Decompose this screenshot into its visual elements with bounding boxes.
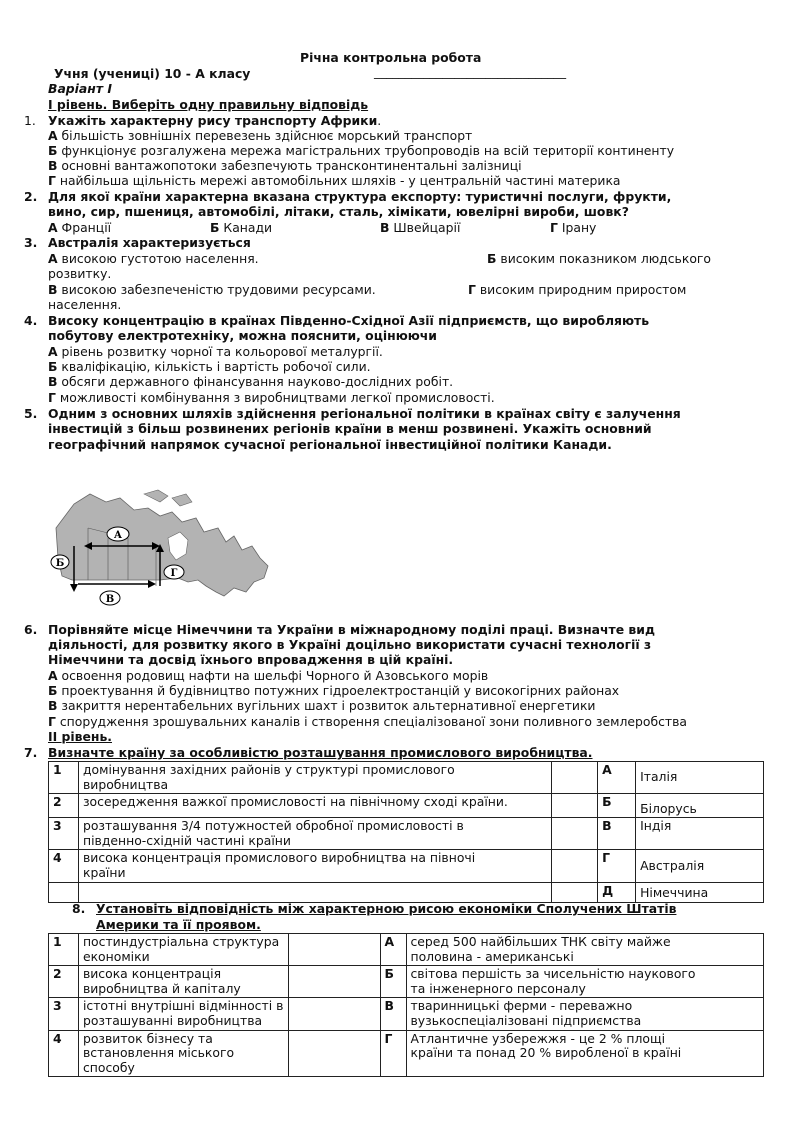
q3-text: Австралія характеризується [48, 235, 251, 250]
q3-option-d-cont: населення. [48, 297, 122, 312]
row-letter: А [598, 762, 636, 794]
q3-option-c: В високою забезпеченістю трудовими ресурсами. [48, 282, 376, 297]
row-letter: Г [598, 850, 636, 882]
q8-table [48, 933, 764, 1077]
answer-cell[interactable] [552, 794, 598, 818]
label-v: В [105, 594, 115, 605]
level2-heading: ІІ рівень. [48, 729, 112, 744]
q4-option-b: Б кваліфікацію, кількість і вартість робочої сили. [48, 359, 371, 374]
arrow-b-head [70, 584, 78, 592]
q4-number: 4. [24, 313, 38, 328]
answer-cell[interactable] [552, 762, 598, 794]
answer-cell[interactable] [288, 998, 380, 1030]
row-country: Білорусь [636, 794, 764, 818]
q7-text: Визначте країну за особливістю розташування промислового виробництва. [48, 745, 593, 760]
q2-text-line1: Для якої країни характерна вказана структура експорту: туристичні послуги, фрукти, [48, 189, 672, 204]
row-number: 4 [49, 1030, 79, 1077]
row-text: домінування західних районів у структурі промислового виробництва [78, 762, 551, 794]
table-row [49, 882, 764, 902]
q1-option-c: В основні вантажопотоки забезпечують трансконтинентальні залізниці [48, 158, 522, 173]
table-row [49, 794, 764, 818]
student-line: Учня (учениці) 10 - А класу [54, 66, 251, 81]
row-feature: постиндустріальна структура економіки [78, 934, 288, 966]
row-number: 1 [49, 762, 79, 794]
table-row [49, 1030, 764, 1077]
label-g: Г [170, 568, 178, 579]
row-text: зосередження важкої промисловості на північному сході країни. [78, 794, 551, 818]
row-letter: Б [380, 966, 406, 998]
q1-option-d: Г найбільша щільність мережі автомобільних шляхів - у центральній частині материка [48, 173, 621, 188]
arctic-islands [144, 490, 192, 506]
row-number: 1 [49, 934, 79, 966]
q4-option-a: А рівень розвитку чорної та кольорової металургії. [48, 344, 383, 359]
row-letter: Б [598, 794, 636, 818]
answer-cell[interactable] [288, 934, 380, 966]
q5-text-line3: географічний напрямок сучасної регіональної інвестиційної політики Канади. [48, 437, 612, 452]
q6-option-a: А освоення родовищ нафти на шельфі Чорного й Азовського морів [48, 668, 489, 683]
q3-option-a: А високою густотою населення. [48, 251, 259, 266]
canada-map-svg [48, 488, 274, 616]
row-country: Німеччина [636, 882, 764, 902]
q6-option-c: В закриття нерентабельних вугільних шахт і розвиток альтернативної енергетики [48, 698, 596, 713]
row-feature: істотні внутрішні відмінності в розташуванні виробництва [78, 998, 288, 1030]
q3-option-b-cont: розвитку. [48, 266, 112, 281]
table-row [49, 998, 764, 1030]
row-country: Індія [636, 818, 764, 850]
q8-text-line2: Америки та її проявом. [96, 917, 261, 932]
q6-option-b: Б проектування й будівництво потужних гідроелектростанцій у високогірних районах [48, 683, 620, 698]
row-letter: А [380, 934, 406, 966]
row-number [49, 882, 79, 902]
row-letter: В [380, 998, 406, 1030]
answer-cell[interactable] [552, 818, 598, 850]
row-letter: Д [598, 882, 636, 902]
name-blank: _______________________________ [374, 64, 567, 79]
row-manifestation: серед 500 найбільших ТНК світу майже половина - американські [406, 934, 764, 966]
row-text: розташування 3/4 потужностей обробної промисловості в південно-східній частині країни [78, 818, 551, 850]
q2-text-line2: вино, сир, пшениця, автомобілі, літаки, сталь, хімікати, ювелірні вироби, шовк? [48, 204, 629, 219]
row-feature: розвиток бізнесу та встановлення міського способу [78, 1030, 288, 1077]
row-manifestation: Атлантичне узбережжя - це 2 % площі країни та понад 20 % виробленої в країні [406, 1030, 764, 1077]
row-feature: висока концентрація виробництва й капіталу [78, 966, 288, 998]
q1-option-b: Б функціонує розгалужена мережа магістральних трубопроводів на всій території континенту [48, 143, 675, 158]
row-letter: Г [380, 1030, 406, 1077]
q4-text-line2: побутову електротехніку, можна пояснити, оцінюючи [48, 328, 437, 343]
q5-text-line1: Одним з основних шляхів здійснення регіональної політики в країнах світу є залучення [48, 406, 681, 421]
q4-option-c: В обсяги державного фінансування науково-дослідних робіт. [48, 374, 454, 389]
q2-option-b: Б Канади [210, 220, 273, 235]
row-number: 2 [49, 966, 79, 998]
answer-cell[interactable] [288, 1030, 380, 1077]
row-letter: В [598, 818, 636, 850]
table-row [49, 762, 764, 794]
q1-option-a: А більшість зовнішніх перевезень здійснює морський транспорт [48, 128, 473, 143]
q6-number: 6. [24, 622, 38, 637]
label-a: А [113, 530, 123, 541]
q2-number: 2. [24, 189, 38, 204]
row-number: 2 [49, 794, 79, 818]
q4-option-d: Г можливості комбінування з виробництвами легкої промисловості. [48, 390, 495, 405]
level1-heading: І рівень. Виберіть одну правильну відповідь [48, 97, 369, 112]
q7-table [48, 761, 764, 903]
variant-label: Варіант І [48, 81, 112, 96]
q7-number: 7. [24, 745, 38, 760]
q6-option-d: Г спорудження зрошувальних каналів і створення спеціалізованої зони поливного землеробства [48, 714, 688, 729]
table-row [49, 934, 764, 966]
table-row [49, 966, 764, 998]
row-text: висока концентрація промислового виробництва на півночі країни [78, 850, 551, 882]
q6-text-line3: Німеччини та досвід їхнього впровадження в цій країні. [48, 652, 454, 667]
row-number: 4 [49, 850, 79, 882]
q2-option-d: Г Ірану [550, 220, 597, 235]
q3-option-b: Б високим показником людського [487, 251, 712, 266]
answer-cell[interactable] [552, 850, 598, 882]
row-manifestation: тваринницькі ферми - переважно вузькоспеціалізовані підприємства [406, 998, 764, 1030]
q1-text: Укажіть характерну рису транспорту Африки. [48, 113, 382, 128]
table-row [49, 818, 764, 850]
q8-text-line1: Установіть відповідність між характерною рисою економіки Сполучених Штатів [96, 901, 677, 916]
q5-number: 5. [24, 406, 38, 421]
q3-option-d: Г високим природним приростом [468, 282, 687, 297]
arrow-v-head [148, 580, 156, 588]
canada-map [48, 488, 274, 616]
q1-number: 1. [24, 113, 36, 128]
row-number: 3 [49, 818, 79, 850]
row-country: Австралія [636, 850, 764, 882]
table-row [49, 850, 764, 882]
answer-cell[interactable] [288, 966, 380, 998]
q8-number: 8. [72, 901, 86, 916]
row-manifestation: світова першість за чисельністю наукового та інженерного персоналу [406, 966, 764, 998]
label-b: Б [55, 558, 65, 569]
answer-cell[interactable] [552, 882, 598, 902]
q2-option-a: А Франції [48, 220, 112, 235]
row-number: 3 [49, 998, 79, 1030]
q2-option-c: В Швейцарії [380, 220, 461, 235]
q5-text-line2: інвестицій з більш розвинених регіонів країни в менш розвинені. Укажіть основний [48, 421, 652, 436]
row-country: Італія [636, 762, 764, 794]
q6-text-line2: діяльності, для розвитку якого в Україні доцільно використати сучасні технології з [48, 637, 652, 652]
q3-number: 3. [24, 235, 38, 250]
q4-text-line1: Високу концентрацію в країнах Південно-Східної Азії підприємств, що виробляють [48, 313, 650, 328]
q6-text-line1: Порівняйте місце Німеччини та України в міжнародному поділі праці. Визначте вид [48, 622, 655, 637]
row-text [78, 882, 551, 902]
page-title: Річна контрольна робота [300, 50, 482, 65]
